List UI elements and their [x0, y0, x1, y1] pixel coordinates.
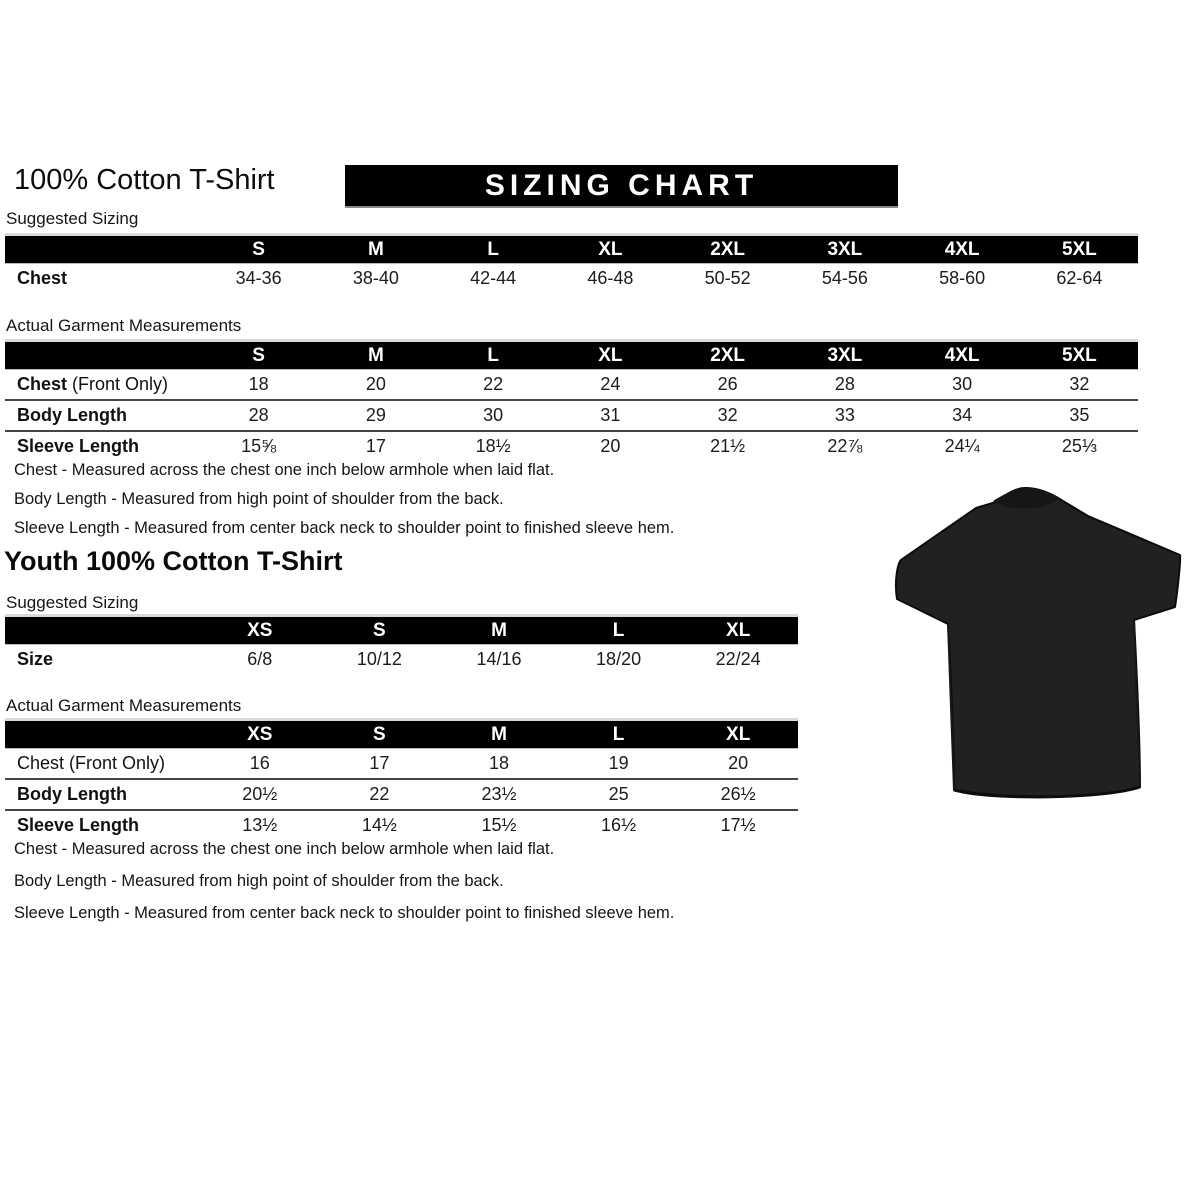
table-cell: 35: [1069, 405, 1090, 425]
table-cell: 62-64: [1056, 268, 1103, 288]
note-chest: Chest - Measured across the chest one inch below armhole when laid flat.: [14, 840, 555, 858]
table-cell: 58-60: [939, 268, 986, 288]
table-cell: 13½: [242, 815, 278, 835]
table-row: [5, 399, 1138, 430]
youth-suggested-sizing-table: [5, 614, 798, 674]
column-header: XL: [726, 619, 751, 641]
column-header: 2XL: [710, 344, 746, 366]
column-header: M: [491, 723, 507, 745]
table-cell: 34: [952, 405, 973, 425]
note-sleeve-length: Sleeve Length - Measured from center back neck to shoulder point to finished sleeve hem.: [14, 904, 675, 922]
table-cell: 34-36: [235, 268, 282, 288]
row-label: Sleeve Length: [17, 815, 140, 835]
note-body-length: Body Length - Measured from high point of shoulder from the back.: [14, 872, 504, 890]
table-cell: 30: [483, 405, 504, 425]
table-cell: 32: [717, 405, 738, 425]
table-row: [5, 263, 1138, 293]
table-cell: 32: [1069, 374, 1090, 394]
column-header: M: [491, 619, 507, 641]
table-header-row: [5, 721, 798, 748]
table-cell: 26½: [720, 784, 756, 804]
table-header-row: [5, 617, 798, 644]
table-cell: 17: [369, 753, 390, 773]
column-header: M: [367, 344, 384, 366]
table-cell: 54-56: [821, 268, 868, 288]
table-cell: 14/16: [476, 649, 522, 669]
table-cell: 22⅞: [827, 436, 863, 456]
column-header: XL: [598, 238, 623, 260]
table-row: [5, 748, 798, 778]
table-cell: 10/12: [356, 649, 402, 669]
table-header-row: [5, 236, 1138, 263]
column-header: XS: [247, 723, 273, 745]
table-cell: 46-48: [587, 268, 634, 288]
column-header: XS: [247, 619, 273, 641]
column-header: 4XL: [944, 344, 980, 366]
table-cell: 22: [369, 784, 390, 804]
table-cell: 22/24: [715, 649, 761, 669]
table-cell: 26: [717, 374, 738, 394]
table-header-row: [5, 342, 1138, 369]
table-cell: 18/20: [596, 649, 642, 669]
table-cell: 31: [600, 405, 621, 425]
column-header: L: [612, 619, 625, 641]
table-cell: 15⅝: [241, 436, 277, 456]
youth-suggested-sizing-label: Suggested Sizing: [6, 593, 139, 612]
table-cell: 17: [365, 436, 386, 456]
column-header: 3XL: [827, 238, 863, 260]
table-cell: 15½: [481, 815, 517, 835]
black-tshirt-image: [888, 478, 1192, 812]
table-cell: 14½: [361, 815, 397, 835]
adult-measurement-notes: [14, 461, 674, 548]
table-cell: 20½: [242, 784, 278, 804]
adult-suggested-sizing-table: [5, 233, 1138, 293]
sizing-chart-banner: SIZING CHART: [345, 165, 898, 208]
table-cell: 22: [483, 374, 504, 394]
table-cell: 30: [952, 374, 973, 394]
youth-section-title: Youth 100% Cotton T-Shirt: [4, 546, 343, 576]
youth-garment-measurements-label: Actual Garment Measurements: [6, 696, 242, 715]
row-label: Chest (Front Only): [17, 753, 166, 773]
table-cell: 21½: [710, 436, 746, 456]
note-chest: Chest - Measured across the chest one inch below armhole when laid flat.: [14, 461, 555, 479]
row-label: Size: [17, 649, 54, 669]
table-cell: 33: [834, 405, 855, 425]
column-header: XL: [726, 723, 751, 745]
table-row: [5, 778, 798, 809]
table-cell: 38-40: [352, 268, 399, 288]
youth-garment-measurements-table: [5, 718, 798, 840]
adult-suggested-sizing-label: Suggested Sizing: [6, 209, 139, 228]
column-header: M: [367, 238, 384, 260]
table-cell: 18½: [475, 436, 511, 456]
table-cell: 18: [248, 374, 269, 394]
row-label: Chest: [17, 268, 68, 288]
table-cell: 20: [600, 436, 621, 456]
table-cell: 42-44: [470, 268, 517, 288]
column-header: S: [252, 238, 265, 260]
row-label: Sleeve Length: [17, 436, 140, 456]
column-header: 2XL: [710, 238, 746, 260]
table-cell: 16: [249, 753, 270, 773]
column-header: 5XL: [1061, 344, 1097, 366]
table-cell: 20: [365, 374, 386, 394]
table-row: [5, 369, 1138, 399]
adult-garment-measurements-label: Actual Garment Measurements: [6, 316, 242, 335]
column-header: S: [373, 723, 386, 745]
table-cell: 50-52: [704, 268, 751, 288]
table-cell: 24¼: [944, 436, 980, 456]
table-row: [5, 644, 798, 674]
row-label: Body Length: [17, 405, 127, 425]
tshirt-illustration: [888, 478, 1192, 812]
table-cell: 24: [600, 374, 621, 394]
column-header: L: [612, 723, 625, 745]
table-cell: 6/8: [247, 649, 273, 669]
column-header: S: [252, 344, 265, 366]
row-label: Body Length: [17, 784, 127, 804]
table-row: [5, 809, 798, 840]
table-row: [5, 430, 1138, 461]
table-cell: 16½: [601, 815, 637, 835]
youth-measurement-notes: [14, 840, 674, 936]
note-body-length: Body Length - Measured from high point of shoulder from the back.: [14, 490, 504, 508]
column-header: L: [487, 344, 499, 366]
row-label: Chest (Front Only): [17, 374, 169, 394]
column-header: XL: [598, 344, 623, 366]
column-header: 4XL: [944, 238, 980, 260]
column-header: S: [373, 619, 386, 641]
table-cell: 25: [608, 784, 629, 804]
table-cell: 28: [248, 405, 269, 425]
note-sleeve-length: Sleeve Length - Measured from center back neck to shoulder point to finished sleeve hem.: [14, 519, 675, 537]
table-cell: 19: [608, 753, 629, 773]
table-cell: 29: [365, 405, 386, 425]
column-header: 3XL: [827, 344, 863, 366]
adult-garment-measurements-table: [5, 339, 1138, 461]
table-cell: 23½: [481, 784, 517, 804]
table-cell: 18: [488, 753, 509, 773]
table-cell: 20: [728, 753, 749, 773]
column-header: 5XL: [1061, 238, 1097, 260]
page-title: 100% Cotton T-Shirt: [14, 164, 275, 196]
table-cell: 28: [834, 374, 855, 394]
column-header: L: [487, 238, 499, 260]
table-cell: 17½: [720, 815, 756, 835]
table-cell: 25⅓: [1061, 436, 1097, 456]
